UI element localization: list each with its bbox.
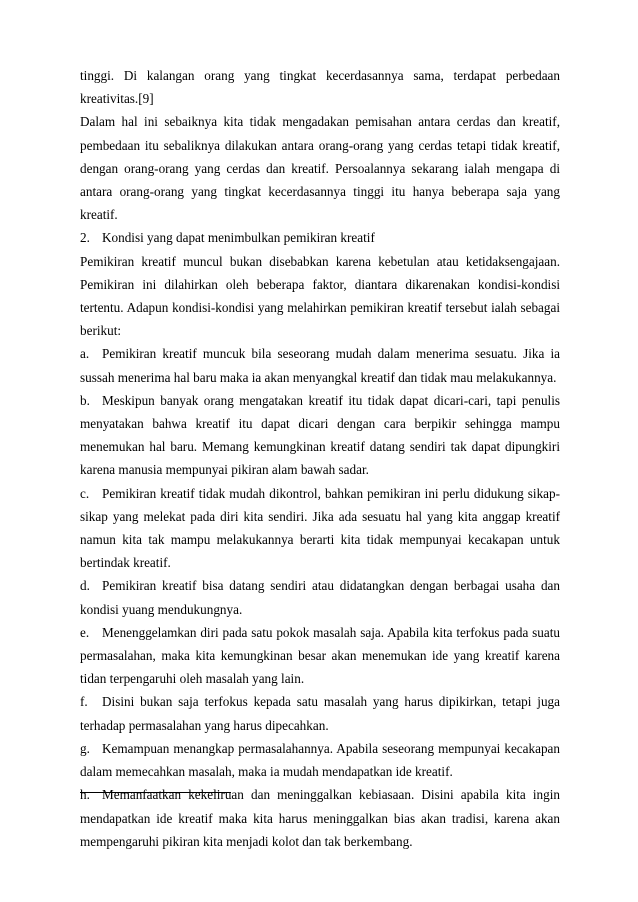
section-number: 2. [80, 230, 90, 246]
list-item [80, 482, 560, 575]
list-item-text: Pemikiran kreatif bisa datang sendiri atau didatangkan dengan berbagai usaha dan kondisi yuang mendukungnya. [80, 578, 560, 617]
paragraph-cerdas-kreatif: Dalam hal ini sebaiknya kita tidak mengadakan pemisahan antara cerdas dan kreatif, pembedaan itu sebaliknya dilakukan antara orang-orang yang cerdas tetapi tidak kreatif, dengan orang-orang yang cerdas dan kreatif. Persoalannya sekarang ialah mengapa di antara orang-orang yang tingkat kecerdasannya tinggi itu hanya beberapa saja yang kreatif. [80, 114, 560, 223]
list-item-text: Pemikiran kreatif tidak mudah dikontrol, bahkan pemikiran ini perlu didukung sikap-sikap yang melekat pada diri kita sendiri. Jika ada sesuatu hal yang kita anggap kreatif namun kita tak mampu melakukannya berarti kita tidak mempunyai kecakapan untuk bertindak kreatif. [80, 485, 560, 571]
list-item-label: c. [80, 485, 90, 501]
list-item [80, 690, 560, 736]
list-item-text: Meskipun banyak orang mengatakan kreatif itu tidak dapat dicari-cari, tapi penulis menyatakan bahwa kreatif itu dapat dicari dengan cara berpikir sehingga mampu menemukan hal baru. Memang kemungkinan kreatif datang sendiri tak dapat dipungkiri karena manusia mempunyai pikiran alam bawah sadar. [80, 392, 560, 478]
list-item-label: b. [80, 392, 90, 408]
list-item-label: e. [80, 624, 90, 640]
list-item-text: Disini bukan saja terfokus kepada satu masalah yang harus dipikirkan, tetapi juga terhadap permasalahan yang harus dipecahkan. [80, 694, 560, 733]
list-item-label: f. [80, 694, 88, 710]
paragraph-kondisi: Pemikiran kreatif muncul bukan disebabkan karena kebetulan atau ketidaksengajaan. Pemikiran ini dilahirkan oleh beberapa faktor, diantara dikarenakan kondisi-kondisi tertentu. Adapun kondisi-kondisi yang melahirkan pemikiran kreatif tersebut ialah sebagai berikut: [80, 253, 560, 339]
list-item-text: Kemampuan menangkap permasalahannya. Apabila seseorang mempunyai kecakapan dalam memecahkan masalah, maka ia mudah mendapatkan ide kreatif. [80, 740, 560, 780]
section-heading [80, 226, 560, 249]
list-item-text: Pemikiran kreatif muncuk bila seseorang mudah dalam menerima sesuatu. Jika ia sussah menerima hal baru maka ia akan menyangkal kreatif dan tidak mau melakukannya. [80, 346, 560, 385]
list-item [80, 783, 560, 853]
list-item-label: h. [80, 787, 90, 803]
list-item-label: g. [80, 740, 90, 756]
list-item [80, 342, 560, 388]
list-item-label: d. [80, 578, 90, 594]
list-item-label: a. [80, 346, 90, 362]
list-item [80, 737, 560, 783]
list-item-text: Memanfaatkan kekeliruan dan meninggalkan kebiasaan. Disini apabila kita ingin mendapatkan ide kreatif maka kita harus meninggalkan bias akan tradisi, karena akan mempengaruhi pikiran kita menjadi kolot dan tak berkembang. [80, 787, 560, 849]
intro-paragraph: tinggi. Di kalangan orang yang tingkat kecerdasannya sama, terdapat perbedaan kreativitas.[9] [80, 68, 560, 107]
section-title: Kondisi yang dapat menimbulkan pemikiran kreatif [102, 230, 375, 246]
list-item [80, 389, 560, 482]
list-item-text: Menenggelamkan diri pada satu pokok masalah saja. Apabila kita terfokus pada suatu permasalahan, maka kita kemungkinan besar akan menemukan ide yang kreatif karena tidan terpengaruhi oleh masalah yang lain. [80, 624, 560, 687]
list-item [80, 621, 560, 691]
document-page [80, 64, 560, 853]
footnote-separator [80, 792, 231, 793]
list-item [80, 574, 560, 620]
